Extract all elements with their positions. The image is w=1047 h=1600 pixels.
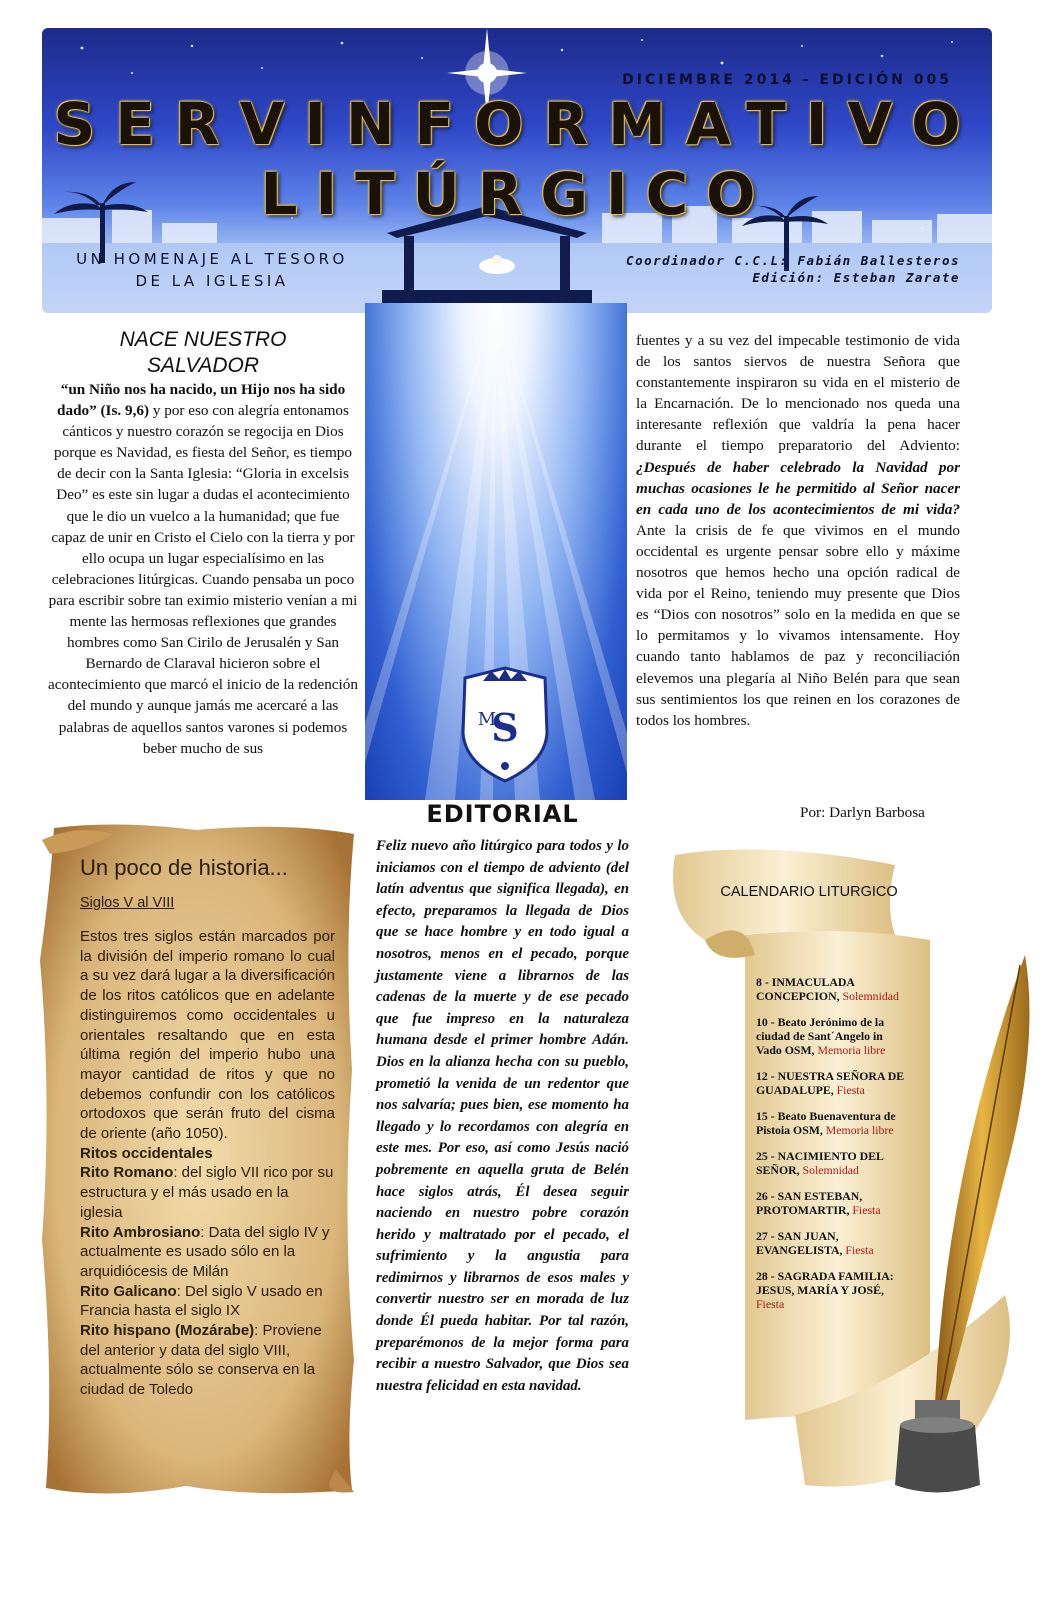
calendar-item: 27 - SAN JUAN, EVANGELISTA, Fiesta — [756, 1229, 874, 1257]
servite-emblem-icon — [455, 663, 555, 783]
masthead-title: SERVINFORMATIVO — [53, 90, 981, 158]
rite-item: Rito hispano (Mozárabe): Proviene del anterior y data del siglo VIII, actualmente sólo se conserva en la ciudad de Toledo — [80, 1322, 322, 1399]
calendar-item: 25 - NACIMIENTO DEL SEÑOR, Solemnidad — [756, 1149, 884, 1177]
history-section — [80, 855, 335, 1400]
nace-article-body: “un Niño nos ha nacido, un Hijo nos ha sido dado” (Is. 9,6) y por eso con alegría entonamos cánticos y nuestro corazón se regocija en Dios porque es Navidad, es fiesta del Señor, es tiempo de decir con la Santa Iglesia: “Gloria in excelsis Deo” es este sin lugar a dudas el acontecimiento que le dio un vuelco a la humanidad; que fue capaz de unir en Cristo el Cielo con la tierra y por ello ocupa un lugar especialísimo en las celebraciones litúrgicas. Cuando pensaba un poco para escribir sobre tan eximio misterio venían a mi mente las hermosas reflexiones que grandes hombres como San Cirilo de Jerusalén y San Bernardo de Claraval hicieron sobre el acontecimiento que marcó el inicio de la redención del mundo y aunque jamás me acercaré a las palabras de aquellos santos varones si podemos beber mucho de sus — [48, 381, 358, 757]
header-banner — [42, 28, 992, 313]
rite-item: Rito Galicano: Del siglo V usado en Francia hasta el siglo IX — [80, 1282, 323, 1320]
reflection-question: ¿Después de haber celebrado la Navidad por muchas ocasiones le he permitido al Señor nacer en cada uno de los acontecimientos de mi vida? — [636, 458, 960, 518]
tagline-line-1: UN HOMENAJE AL TESORO — [76, 250, 348, 268]
bible-quote: “un Niño nos ha nacido, un Hijo nos ha sido dado” (Is. 9,6) — [57, 381, 346, 420]
editorial-title: EDITORIAL — [426, 800, 579, 828]
history-subtitle: Siglos V al VIII — [80, 895, 175, 911]
nace-article-title: NACE NUESTRO SALVADOR — [119, 328, 287, 377]
coordinator-credit: Coordinador C.C.L: Fabián Ballesteros — [626, 253, 960, 268]
history-section-heading: Ritos occidentales — [80, 1144, 213, 1162]
calendar-item: 10 - Beato Jerónimo de la ciudad de Sant´Angelo in Vado OSM, Memoria libre — [756, 1015, 886, 1057]
masthead-subtitle: LITÚRGICO — [260, 160, 774, 228]
tagline — [62, 248, 362, 292]
nace-article — [48, 327, 358, 759]
credits — [626, 252, 960, 286]
svg-text:S: S — [491, 705, 519, 750]
calendar-item: 8 - INMACULADA CONCEPCION, Solemnidad — [756, 975, 899, 1003]
nace-article-continuation: fuentes y a su vez del impecable testimonio de vida de los santos siervos de nuestra Señora que constantemente inspiraron su vida en el misterio de la Encarnación. De lo mencionado nos queda una interesante reflexión que valdría la pena hacer durante el tiempo preparatorio del Adviento: ¿Después de haber celebrado la Navidad por muchas ocasiones le he permitido al Señor nacer en cada uno de los acontecimientos de mi vida? Ante la crisis de fe que vivimos en el mundo occidental es urgente pensar sobre ello y máxime nosotros que hemos hecho una opción radical de vida por el Reino, teniendo muy presente que Dios es “Dios con nosotros” solo en la medida en que se lo permitamos y lo vivamos intensamente. Hoy cuando tanto hablamos de paz y reconciliación elevemos una plegaría al Niño Belén para que sean sus sentimientos los que reinen en los corazones de todos los hombres. — [636, 332, 960, 729]
calendar-item: 28 - SAGRADA FAMILIA: JESUS, MARÍA Y JOSÉ, Fiesta — [756, 1269, 894, 1311]
calendar-list — [756, 975, 908, 1323]
calendar-item: 15 - Beato Buenaventura de Pistoia OSM, Memoria libre — [756, 1109, 896, 1137]
rite-item: Rito Ambrosiano: Data del siglo IV y actualmente es usado sólo en la arquidiócesis de Milán — [80, 1223, 330, 1280]
editor-credit: Edición: Esteban Zarate — [752, 270, 960, 285]
calendar-item: 12 - NUESTRA SEÑORA DE GUADALUPE, Fiesta — [756, 1069, 905, 1097]
editorial-body: Feliz nuevo año litúrgico para todos y lo iniciamos con el tiempo de adviento (del latín adventus que significa llegada), en efecto, preparamos la llegada de Dios que se hace hombre y en todo igual a nosotros, menos en el pecado, porque justamente viene a librarnos de las cadenas de la muerte y de ese pecado que fue impreso en la naturaleza humana desde el primer hombre Adán. Dios en la alianza hecha con su pueblo, prometió la venida de un redentor que nos salvaría; pues bien, ese momento ha llegado y lo recordamos con alegría en este mes. Por eso, así como Jesús nació pobremente en aquella gruta de Belén hace siglos atrás, Él desea seguir naciendo en nuestro pobre corazón herido y maltratado por el pecado, el sufrimiento y la angustia para redimirnos y librarnos de esos males y convertir nuestro ser en morada de luz donde Él pueda habitar. Por tal razón, preparémonos de la mejor forma para recibir a nuestro Salvador, que Dios sea nuestra felicidad en esta navidad. — [376, 838, 629, 1394]
calendar-title: CALENDARIO LITURGICO — [720, 884, 898, 900]
history-title: Un poco de historia... — [80, 855, 288, 880]
article-byline: Por: Darlyn Barbosa — [800, 804, 925, 821]
history-body: Estos tres siglos están marcados por la división del imperio romano lo cual a su vez dará lugar a la diversificación de los ritos católicos que en adelante distinguiremos como occidentales u orientales resaltando que en esta última región del imperio hubo una mayor cantidad de ritos y que no debemos confundir con los católicos ortodoxos que serán fruto del cisma de oriente (año 1050). — [80, 928, 335, 1143]
calendar-item: 26 - SAN ESTEBAN, PROTOMARTIR, Fiesta — [756, 1189, 881, 1217]
issue-date: DICIEMBRE 2014 - EDICIÓN 005 — [622, 72, 952, 88]
tagline-line-2: DE LA IGLESIA — [135, 272, 289, 290]
svg-text:M: M — [477, 709, 497, 730]
rite-item: Rito Romano: del siglo VII rico por su estructura y el más usado en la iglesia — [80, 1164, 334, 1221]
